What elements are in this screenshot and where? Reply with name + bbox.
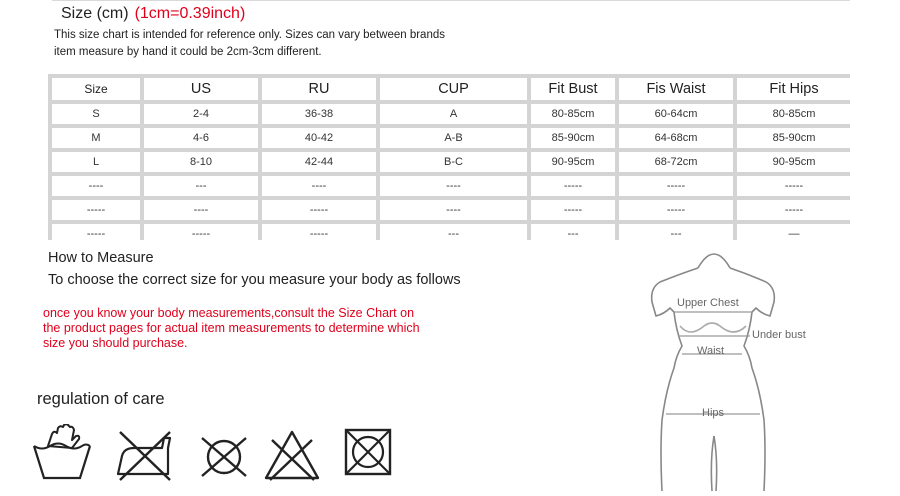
- disclaimer-line-2: item measure by hand it could be 2cm-3cm different.: [54, 46, 322, 58]
- header-cell: Size: [52, 78, 140, 100]
- table-cell: 36-38: [262, 104, 376, 124]
- table-row: [52, 128, 851, 148]
- measurement-advice: once you know your body measurements,consult the Size Chart on the product pages for actual item measurements to determine which size you should purchase.: [43, 306, 420, 350]
- table-cell: -----: [531, 200, 615, 220]
- table-cell: -----: [52, 224, 140, 244]
- table-cell: -----: [531, 176, 615, 196]
- table-cell: ----: [380, 176, 527, 196]
- table-cell: —: [737, 224, 851, 244]
- table-cell: -----: [737, 176, 851, 196]
- how-to-measure-title: How to Measure: [48, 250, 154, 266]
- size-chart-title-text: Size (cm): [61, 5, 129, 22]
- do-not-dry-clean-icon: [338, 424, 398, 482]
- header-cell: Fis Waist: [619, 78, 733, 100]
- do-not-bleach-icon: [262, 424, 322, 482]
- table-cell: 68-72cm: [619, 152, 733, 172]
- table-cell: ----: [380, 200, 527, 220]
- table-header-row: [52, 78, 851, 100]
- label-under-bust: Under bust: [752, 329, 806, 341]
- hand-wash-icon: [30, 424, 94, 482]
- do-not-tumble-dry-icon: [196, 424, 256, 482]
- header-cell: CUP: [380, 78, 527, 100]
- header-cell: Fit Hips: [737, 78, 851, 100]
- table-cell: 85-90cm: [531, 128, 615, 148]
- table-row: [52, 224, 851, 244]
- table-row: [52, 200, 851, 220]
- table-cell: -----: [144, 224, 258, 244]
- table-cell: 2-4: [144, 104, 258, 124]
- table-cell: -----: [262, 200, 376, 220]
- table-cell: 4-6: [144, 128, 258, 148]
- table-cell: ---: [380, 224, 527, 244]
- table-row: [52, 152, 851, 172]
- size-table-container: [48, 74, 850, 240]
- header-cell: RU: [262, 78, 376, 100]
- label-waist: Waist: [697, 345, 725, 357]
- body-measurement-figure: [640, 250, 840, 491]
- table-cell: B-C: [380, 152, 527, 172]
- table-row: [52, 176, 851, 196]
- table-cell: 90-95cm: [737, 152, 851, 172]
- table-cell: L: [52, 152, 140, 172]
- table-cell: -----: [737, 200, 851, 220]
- table-cell: ---: [531, 224, 615, 244]
- table-cell: 60-64cm: [619, 104, 733, 124]
- do-not-iron-icon: [112, 424, 176, 482]
- table-row: [52, 104, 851, 124]
- table-cell: -----: [262, 224, 376, 244]
- table-cell: ----: [52, 176, 140, 196]
- table-cell: ---: [619, 224, 733, 244]
- header-cell: US: [144, 78, 258, 100]
- table-cell: 80-85cm: [531, 104, 615, 124]
- table-cell: M: [52, 128, 140, 148]
- table-cell: ---: [144, 176, 258, 196]
- disclaimer-line-1: This size chart is intended for reference only. Sizes can vary between brands: [54, 29, 445, 41]
- how-to-measure-subtitle: To choose the correct size for you measure your body as follows: [48, 272, 461, 288]
- table-cell: 90-95cm: [531, 152, 615, 172]
- care-title: regulation of care: [37, 390, 165, 408]
- body-outline-icon: [640, 250, 840, 491]
- size-chart-title: [61, 5, 245, 23]
- table-cell: 64-68cm: [619, 128, 733, 148]
- table-cell: 8-10: [144, 152, 258, 172]
- table-cell: -----: [619, 176, 733, 196]
- care-icons: [30, 424, 400, 484]
- table-cell: 40-42: [262, 128, 376, 148]
- table-cell: A-B: [380, 128, 527, 148]
- header-cell: Fit Bust: [531, 78, 615, 100]
- size-table: [48, 74, 855, 248]
- table-cell: 80-85cm: [737, 104, 851, 124]
- table-cell: ----: [262, 176, 376, 196]
- table-cell: A: [380, 104, 527, 124]
- unit-conversion: (1cm=0.39inch): [134, 5, 246, 22]
- label-hips: Hips: [702, 407, 725, 419]
- table-cell: -----: [52, 200, 140, 220]
- table-cell: -----: [619, 200, 733, 220]
- table-cell: 42-44: [262, 152, 376, 172]
- table-cell: S: [52, 104, 140, 124]
- label-upper-chest: Upper Chest: [677, 297, 739, 309]
- size-disclaimer: [54, 27, 514, 61]
- table-cell: 85-90cm: [737, 128, 851, 148]
- table-cell: ----: [144, 200, 258, 220]
- top-divider: [52, 0, 850, 1]
